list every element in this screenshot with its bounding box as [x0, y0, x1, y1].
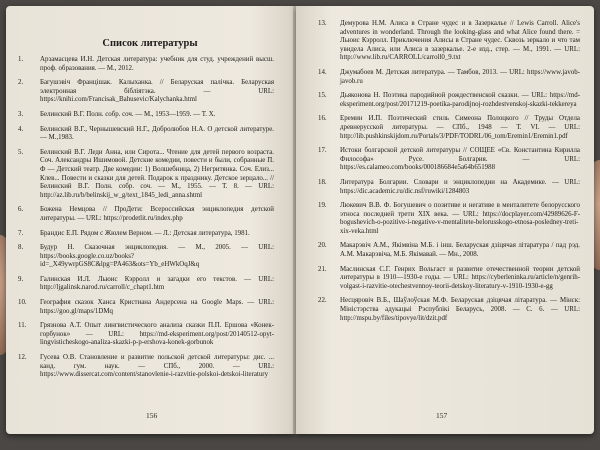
entry-number: 13.: [318, 20, 327, 27]
entry-text: Божена Немцова // ПроДети: Всероссийская энциклопедия детской литературы. — URL: https://prodetlit.ru/index.php: [40, 206, 274, 222]
bibliography-entry: [18, 111, 274, 120]
entry-number: 11.: [18, 322, 27, 330]
entry-number: 18.: [318, 178, 327, 186]
entry-text: Брандис Е.П. Рядом с Жюлем Верном. — Л.: Детская литература, 1981.: [40, 229, 250, 237]
bibliography-entry: [318, 92, 580, 109]
entry-text: Арзамасцева И.Н. Детская литература: учебник для студ. учреждений высш. проф. образования. — М., 2012.: [40, 56, 274, 72]
entry-number: 15.: [318, 92, 327, 100]
entry-text: Белинский В.Г. Полн. собр. соч. — М., 1953—1959. — Т. X.: [40, 110, 216, 118]
bibliography-entry: [318, 147, 580, 173]
page-number-left: 156: [146, 411, 158, 420]
entry-number: 16.: [318, 115, 327, 123]
entry-number: 6.: [18, 206, 24, 214]
entry-number: 4.: [18, 125, 24, 133]
bibliography-entry: [18, 206, 274, 223]
bibliography-entry: [318, 297, 580, 323]
page-number-right: 157: [436, 411, 448, 420]
entry-number: 9.: [18, 275, 24, 283]
entry-text: Маслинская С.Г. Генрих Вольгаст и развитие отечественной теории детской литературы в 1910—1930-е годы. — URL: https://cyberleninka.ru/article/n/genrih-volgast-i-razvitie-otechestvennoy-teorii-detskoy-literatury-v-1910-1930-e-gg: [340, 265, 580, 290]
bibliography-entry: [318, 242, 580, 259]
bibliography-entry: [18, 276, 274, 293]
bibliography-entry: [318, 69, 580, 86]
entry-number: 19.: [318, 202, 327, 210]
right-page: [296, 6, 594, 434]
bibliography-entry: [18, 126, 274, 143]
entry-text: Галинская И.Л. Льюис Кэрролл и загадки его текстов. — URL: http://ljgalinsk.narod.ru/carroll/c_chapt1.htm: [40, 275, 274, 292]
entry-number: 2.: [18, 79, 24, 87]
bibliography-entry: [18, 244, 274, 270]
entry-text: Багушэвіч Францішак. Калыханка. // Беларуская палічка. Беларуская электронная бібліятэка. — URL: https://knihi.com/Francisak_Bahusevic/Kalychanka.html: [40, 79, 274, 104]
bibliography-entry: [318, 20, 580, 63]
bibliography-entry: [18, 299, 274, 316]
entry-text: Истоки болгарской детской литературы // СОЩЕЕ «Св. Константина Кирилла Философа» Русе. Болгария. — URL: https://es.calameo.com/books/000186684e5a64b651988: [340, 147, 580, 172]
entry-text: Литература Болгарии. Словари и энциклопедии на Академике. — URL: https://dic.academic.ru/dic.nsf/ruwiki/1284803: [340, 178, 580, 195]
bibliography-entry: [18, 79, 274, 105]
entry-number: 20.: [318, 242, 327, 250]
entry-text: Еремин И.П. Поэтический стиль Симеона Полоцкого // Труды Отдела древнерусской литературы. — СПб., 1948 — Т. VI. — URL: http://lib.pushkinskijdom.ru/Portals/3/PDF/TODRL/06_tom/Eremin1/Eremin1.pdf: [340, 115, 580, 140]
entry-text: Гусева О.В. Становление и развитие польской детской литературы: дис. ... канд. гум. наук. — СПб., 2000. — URL: https://www.dissercat.com/content/stanovlenie-i-razvitie-polskoi-detskoi-literatury: [40, 354, 274, 379]
bibliography-entry: [18, 56, 274, 73]
entry-text: Макарэвіч А.М., Якімвіна М.Б. і інш. Беларуская дзіцячая літаратура / пад рэд. А.М. Макарэвіча, М.Б. Якімавай. — Мн., 2008.: [340, 242, 580, 259]
bibliography-entry: [318, 179, 580, 196]
entry-text: Грязнова А.Т. Опыт лингвистического анализа сказки П.П. Ершова «Конек-горбунок» — URL: https://md-eksperiment.org/post/20140512-opyt-lingvisticheskogo-analiza-skazki-p-p-ershova-konek-gorbunok: [40, 322, 274, 347]
bibliography-entry: [318, 202, 580, 236]
entry-number: 7.: [18, 229, 24, 237]
entry-number: 14.: [318, 68, 327, 76]
entry-text: Несцяровіч В.Б., Шаўлоўская М.Ф. Беларуская дзіцячая літаратура. — Мінск: Міністэрства адукацыі Рэспублікі Беларусь, 2008. — С. 6. — URL: http://mspu.by/files/tipovye/lit/dzit.pdf: [340, 297, 580, 322]
bibliography-entry: [18, 322, 274, 348]
entry-text: География сказок Ханса Кристиана Андерсена на Google Maps. — URL: https://goo.gl/maps/1DMq: [40, 299, 274, 315]
entry-text: Белинский В.Г., Чернышевский Н.Г., Добролюбов Н.А. О детской литературе. — М.,1983.: [40, 125, 274, 142]
entry-number: 12.: [18, 354, 27, 362]
entry-text: Белинский В.Г. Леди Анна, или Сирота... Чтение для детей первого возраста. Соч. Александры Ишимовой. Детские комедии, повести и были, собранные П. Ф — Детский театр. Две комедии: 1) Волшебница, 2) Негритянка. Соч. Елиз... Клев... Повести и сказки для детей. Подарок к празднику. Детское зерцало... // Белинский В.Г. Полн. собр. соч. — М., 1955. — Т. 8. — URL: http://az.lib.ru/b/belinskij_w_g/text_1845_ledi_anna.shtml: [40, 148, 274, 199]
entry-text: Люкевич В.В. Ф. Богушевич о позитиве и негативе в менталитете белорусского этноса последней трети XIX века. — URL: https://docplayer.com/42989626-F-bogushevich-o-pozitive-i-negative-v-mentalitete-belorusskogo-etnosa-posledney-treti-xix-veka.html: [340, 202, 580, 235]
bibliography-entry: [18, 354, 274, 380]
bibliography-entry: [18, 149, 274, 201]
bibliography-entry: [318, 115, 580, 141]
entry-text: Джумабоев М. Детская литература. — Тамбов, 2013. — URL: https://www.javob-javob.ru: [340, 68, 580, 85]
bibliography-list-left: [18, 56, 274, 386]
entry-number: 5.: [18, 148, 24, 156]
entry-number: 8.: [18, 244, 24, 252]
entry-text: Демурова Н.М. Алиса в Стране чудес и в Зазеркалье // Lewis Carroll. Alice's adventures in wonderland. Through the looking-glass and what Alice found there. = Льюис Кэрролл. Приключения Алисы в Стране чудес. Сквозь зеркало и что там увидела Алиса, или Алиса в зазеркалье. 2-е изд., стер. — М., 1991. — URL: http://www.lib.ru/CARROLL/carroll0_9.txt: [340, 20, 580, 62]
entry-number: 17.: [318, 147, 327, 155]
entry-number: 21.: [318, 265, 327, 273]
left-page: [6, 6, 294, 434]
bibliography-entry: [18, 230, 274, 239]
entry-number: 3.: [18, 110, 24, 118]
entry-text: Дьяконова Н. Поэтика пародийной рождественской сказки. — URL: https://md-eksperiment.org/post/20171219-poetika-parodijnoj-rozhdestvenskoj-skazki-tekkereya: [340, 92, 580, 108]
bibliography-entry: [318, 266, 580, 292]
entry-number: 22.: [318, 297, 327, 305]
entry-number: 1.: [18, 56, 24, 63]
entry-text: Будур Н. Сказочная энциклопедия. — М., 2005. — URL: https://books.google.co.uz/books?id=_X49ywrpGS8C&lpg=PA463&ots=Yb_eHWkOqJ&q: [40, 244, 274, 269]
bibliography-list-right: [318, 20, 580, 329]
page-heading: Список литературы: [102, 38, 198, 49]
entry-number: 10.: [18, 299, 27, 307]
